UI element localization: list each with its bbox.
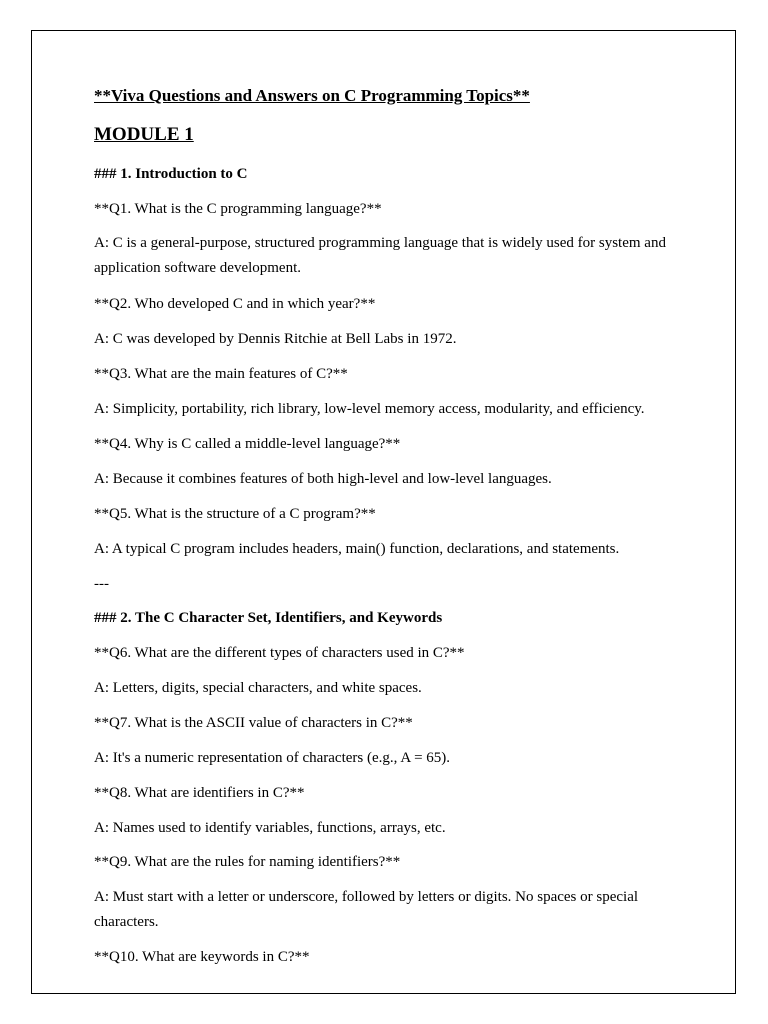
answer-9: A: Must start with a letter or underscore, followed by letters or digits. No spaces or special characters. (94, 889, 639, 930)
answer-1: A: C is a general-purpose, structured programming language that is widely used for system and application software development. (94, 235, 666, 276)
document-page (31, 30, 736, 994)
question-8: **Q8. What are identifiers in C?** (94, 785, 305, 801)
answer-5: A: A typical C program includes headers, main() function, declarations, and statements. (94, 541, 620, 557)
section-2-heading: ### 2. The C Character Set, Identifiers, and Keywords (94, 610, 443, 626)
document-title: **Viva Questions and Answers on C Programming Topics** (94, 86, 530, 105)
answer-8: A: Names used to identify variables, functions, arrays, etc. (94, 820, 446, 836)
question-6: **Q6. What are the different types of characters used in C?** (94, 645, 465, 661)
answer-7: A: It's a numeric representation of characters (e.g., A = 65). (94, 750, 451, 766)
module-heading: MODULE 1 (94, 124, 194, 145)
question-5: **Q5. What is the structure of a C program?** (94, 506, 376, 522)
question-7: **Q7. What is the ASCII value of characters in C?** (94, 715, 413, 731)
answer-6: A: Letters, digits, special characters, and white spaces. (94, 680, 422, 696)
question-2: **Q2. Who developed C and in which year?** (94, 296, 376, 312)
section-1-heading: ### 1. Introduction to C (94, 166, 248, 182)
section-separator: --- (94, 576, 109, 592)
answer-3: A: Simplicity, portability, rich library, low-level memory access, modularity, and efficiency. (94, 401, 645, 417)
answer-2: A: C was developed by Dennis Ritchie at Bell Labs in 1972. (94, 331, 457, 347)
question-10: **Q10. What are keywords in C?** (94, 949, 310, 965)
question-1: **Q1. What is the C programming language?** (94, 201, 382, 217)
answer-4: A: Because it combines features of both high-level and low-level languages. (94, 471, 552, 487)
question-3: **Q3. What are the main features of C?** (94, 366, 348, 382)
question-9: **Q9. What are the rules for naming identifiers?** (94, 854, 401, 870)
question-4: **Q4. Why is C called a middle-level language?** (94, 436, 401, 452)
